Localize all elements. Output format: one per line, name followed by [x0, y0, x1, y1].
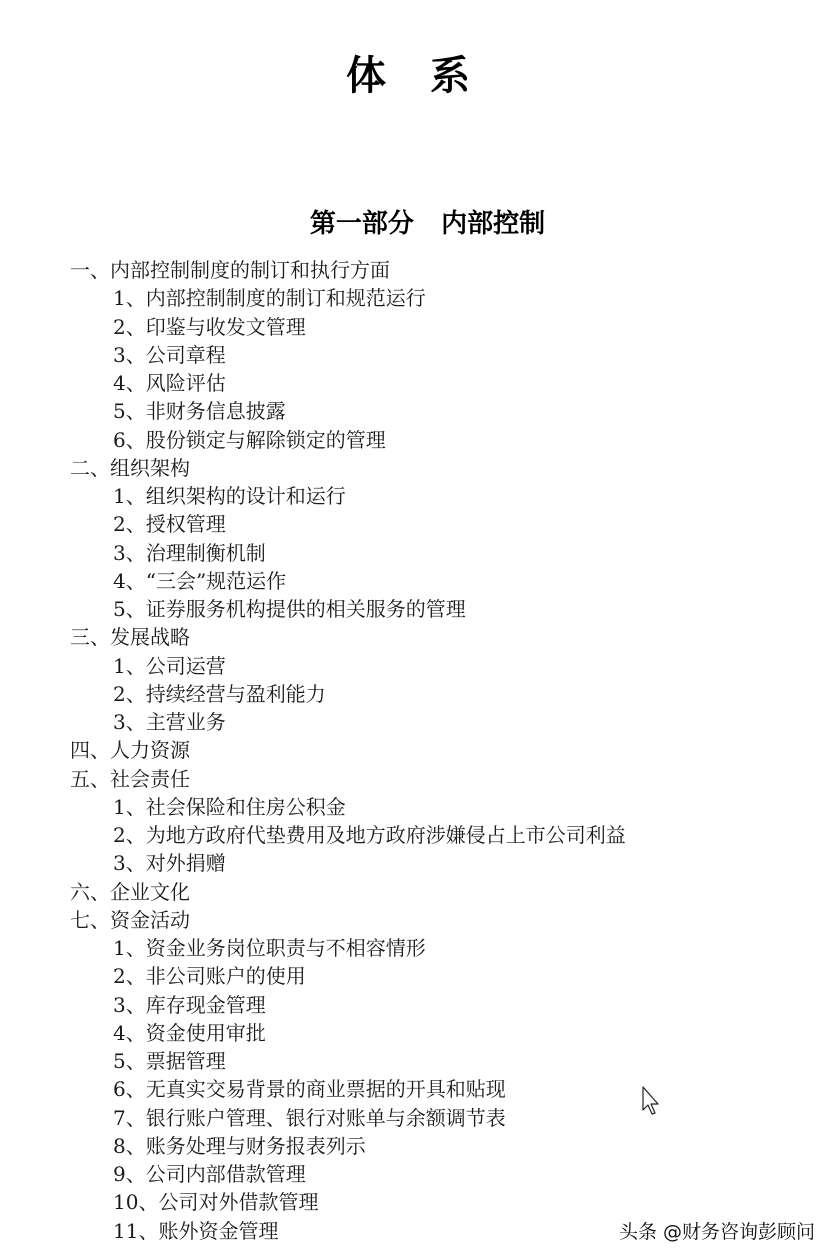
watermark: 头条 @财务咨询彭顾问	[618, 1221, 815, 1243]
toc-subitem: 6、无真实交易背景的商业票据的开具和贴现	[113, 1077, 506, 1102]
toc-subitem: 3、主营业务	[113, 710, 226, 734]
toc-subitem: 3、公司章程	[113, 342, 226, 367]
toc-subitem: 5、非财务信息披露	[113, 399, 286, 424]
toc-section-heading: 四、人力资源	[70, 738, 190, 763]
toc-subitem: 9、公司内部借款管理	[113, 1162, 306, 1186]
toc-subitem: 4、风险评估	[113, 371, 226, 395]
toc-section-heading: 五、社会责任	[70, 766, 190, 791]
table-of-contents	[70, 256, 626, 1245]
toc-section-heading: 六、企业文化	[70, 879, 190, 904]
toc-subitem: 4、“三会”规范运作	[113, 568, 287, 593]
toc-section-heading: 二、组织架构	[70, 455, 190, 480]
toc-subitem: 1、公司运营	[113, 653, 226, 678]
toc-subitem: 1、社会保险和住房公积金	[113, 794, 346, 819]
toc-subitem: 1、资金业务岗位职责与不相容情形	[113, 936, 426, 960]
section-title: 第一部分 内部控制	[309, 209, 546, 239]
toc-subitem: 5、票据管理	[113, 1049, 226, 1073]
toc-subitem: 11、账外资金管理	[113, 1218, 279, 1243]
toc-subitem: 5、证券服务机构提供的相关服务的管理	[113, 597, 466, 621]
document-title: 体系	[346, 53, 514, 99]
toc-subitem: 3、库存现金管理	[113, 992, 266, 1017]
toc-subitem: 10、公司对外借款管理	[113, 1190, 319, 1215]
toc-subitem: 4、资金使用审批	[113, 1020, 266, 1045]
toc-subitem: 7、银行账户管理、银行对账单与余额调节表	[113, 1105, 506, 1130]
toc-subitem: 3、治理制衡机制	[113, 540, 266, 565]
toc-subitem: 2、非公司账户的使用	[113, 964, 306, 989]
toc-subitem: 8、账务处理与财务报表列示	[113, 1133, 366, 1158]
toc-subitem: 2、为地方政府代垫费用及地方政府涉嫌侵占上市公司利益	[113, 823, 626, 847]
toc-subitem: 2、印鉴与收发文管理	[113, 314, 306, 339]
mouse-pointer-icon	[642, 1086, 662, 1116]
toc-section-heading: 七、资金活动	[70, 907, 190, 932]
toc-subitem: 6、股份锁定与解除锁定的管理	[113, 427, 386, 452]
toc-subitem: 1、内部控制制度的制订和规范运行	[113, 286, 426, 311]
toc-subitem: 3、对外捐赠	[113, 851, 226, 876]
toc-subitem: 2、持续经营与盈利能力	[113, 681, 326, 706]
toc-section-heading: 一、内部控制制度的制订和执行方面	[70, 258, 390, 282]
toc-section-heading: 三、发展战略	[70, 625, 190, 650]
toc-subitem: 2、授权管理	[113, 512, 226, 537]
toc-subitem: 1、组织架构的设计和运行	[113, 484, 346, 508]
